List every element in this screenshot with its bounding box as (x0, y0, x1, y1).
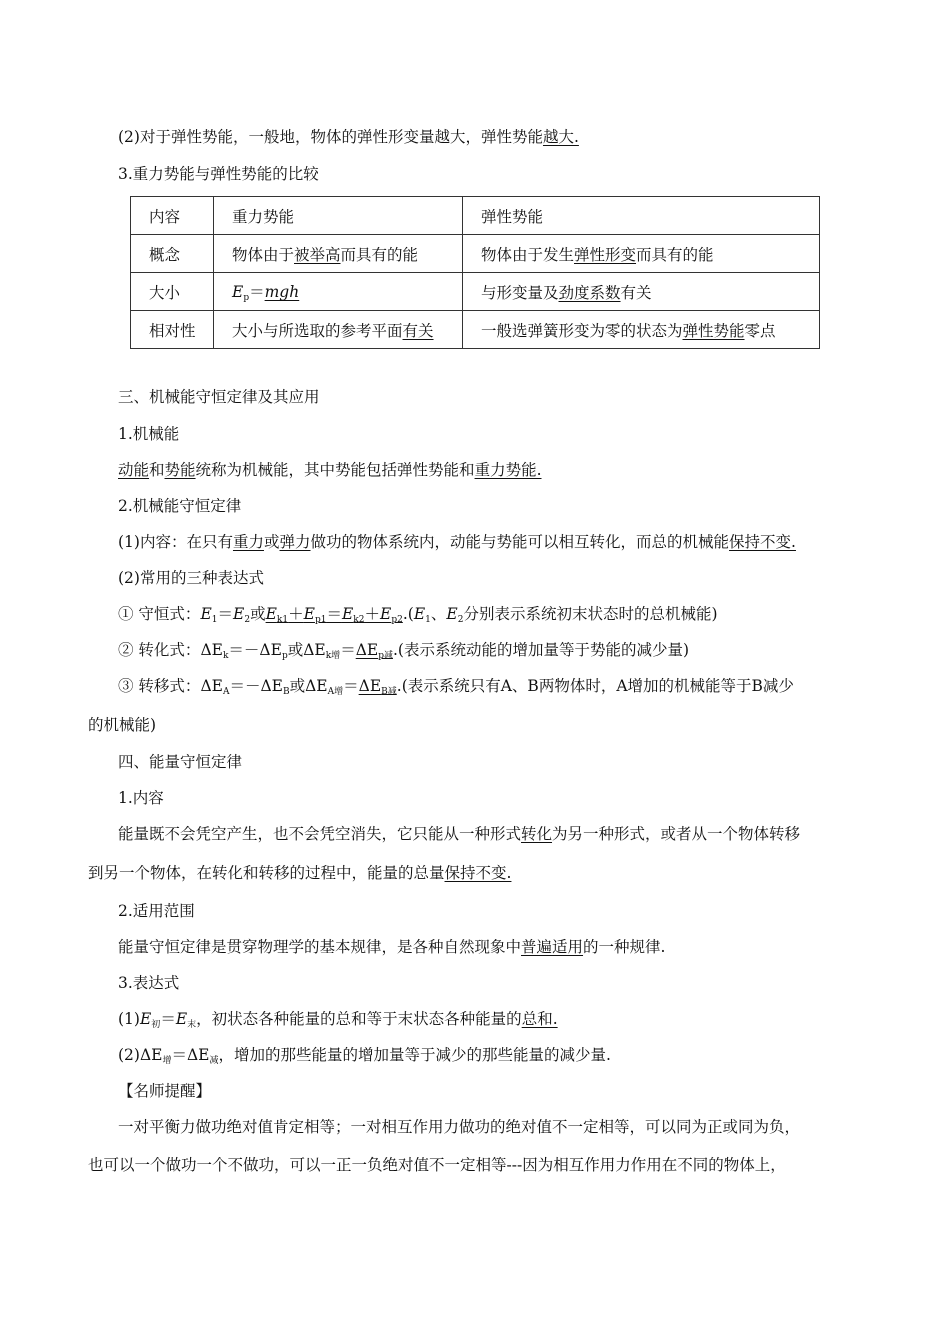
formula-transfer-cont: 的机械能) (88, 716, 157, 734)
row-label: 大小 (131, 273, 214, 311)
table-header-cell: 重力势能 (214, 197, 463, 235)
table-header-cell: 内容 (131, 197, 214, 235)
table-row (131, 273, 820, 311)
formula-transfer: ③ 转移式：$\Delta E_A=-\Delta E_B$或$\Delta E_{A增}=\Delta E_{B减}$.(表示系统只有A、B两物体时，A增加的机械能等于B减少 (118, 677, 794, 697)
expression-title: 3.表达式 (118, 974, 180, 992)
teacher-tip-line-2: 也可以一个做功一个不做功，可以一正一负绝对值不一定相等---因为相互作用力作用在不同的物体上， (88, 1156, 786, 1174)
row-label: 概念 (131, 235, 214, 273)
elastic-energy-point-2: (2)对于弹性势能，一般地，物体的弹性形变量越大，弹性势能越大. (118, 128, 579, 146)
conservation-law-title: 2.机械能守恒定律 (118, 497, 242, 515)
mech-energy-text: 动能和势能统称为机械能，其中势能包括弹性势能和重力势能. (118, 461, 542, 479)
scope-text: 能量守恒定律是贯穿物理学的基本规律，是各种自然现象中普遍适用的一种规律. (118, 938, 666, 956)
comparison-heading: 3.重力势能与弹性势能的比较 (118, 165, 319, 183)
energy-content-line-2: 到另一个物体，在转化和转移的过程中，能量的总量保持不变. (88, 864, 512, 882)
energy-content-line-1: 能量既不会凭空产生，也不会凭空消失，它只能从一种形式转化为另一种形式，或者从一个物体转移 (118, 825, 801, 843)
section-4-heading: 四、能量守恒定律 (118, 753, 243, 771)
table-row (131, 197, 820, 235)
mech-energy-title: 1.机械能 (118, 425, 180, 443)
expression-1: $(1)E_初=E_末$，初状态各种能量的总和等于末状态各种能量的总和. (118, 1010, 558, 1030)
comparison-table (130, 196, 820, 349)
table-cell: 与形变量及劲度系数有关 (463, 273, 820, 311)
table-cell: 物体由于被举高而具有的能 (214, 235, 463, 273)
scope-title: 2.适用范围 (118, 902, 195, 920)
conservation-content: (1)内容：在只有重力或弹力做功的物体系统内，动能与势能可以相互转化，而总的机械能保持不变. (118, 533, 796, 551)
table-row (131, 311, 820, 349)
formula-conservation: ① 守恒式：$E_1=E_2$或$E_{k1}+E_{p1}=E_{k2}+E_{p2}.(E_1$、$E_2$分别表示系统初末状态时的总机械能) (118, 605, 718, 625)
teacher-tip-line-1: 一对平衡力做功绝对值肯定相等；一对相互作用力做功的绝对值不一定相等，可以同为正或同为负， (118, 1118, 801, 1136)
row-label: 相对性 (131, 311, 214, 349)
table-cell: 大小与所选取的参考平面有关 (214, 311, 463, 349)
table-row (131, 235, 820, 273)
section-3-heading: 三、机械能守恒定律及其应用 (118, 388, 320, 406)
energy-content-title: 1.内容 (118, 789, 164, 807)
expressions-title: (2)常用的三种表达式 (118, 569, 264, 587)
table-cell: 一般选弹簧形变为零的状态为弹性势能零点 (463, 311, 820, 349)
formula-conversion: ② 转化式：$\Delta E_k=-\Delta E_p$或$\Delta E_{k增}=\Delta E_{p减}$.(表示系统动能的增加量等于势能的减少量) (118, 641, 690, 661)
table-header-cell: 弹性势能 (463, 197, 820, 235)
teacher-tip-title: 【名师提醒】 (118, 1082, 212, 1100)
table-cell: 物体由于发生弹性形变而具有的能 (463, 235, 820, 273)
table-cell: $E_p=mgh$ (214, 273, 463, 311)
expression-2: $(2)\Delta E_增=\Delta E_减$，增加的那些能量的增加量等于减少的那些能量的减少量. (118, 1046, 611, 1066)
